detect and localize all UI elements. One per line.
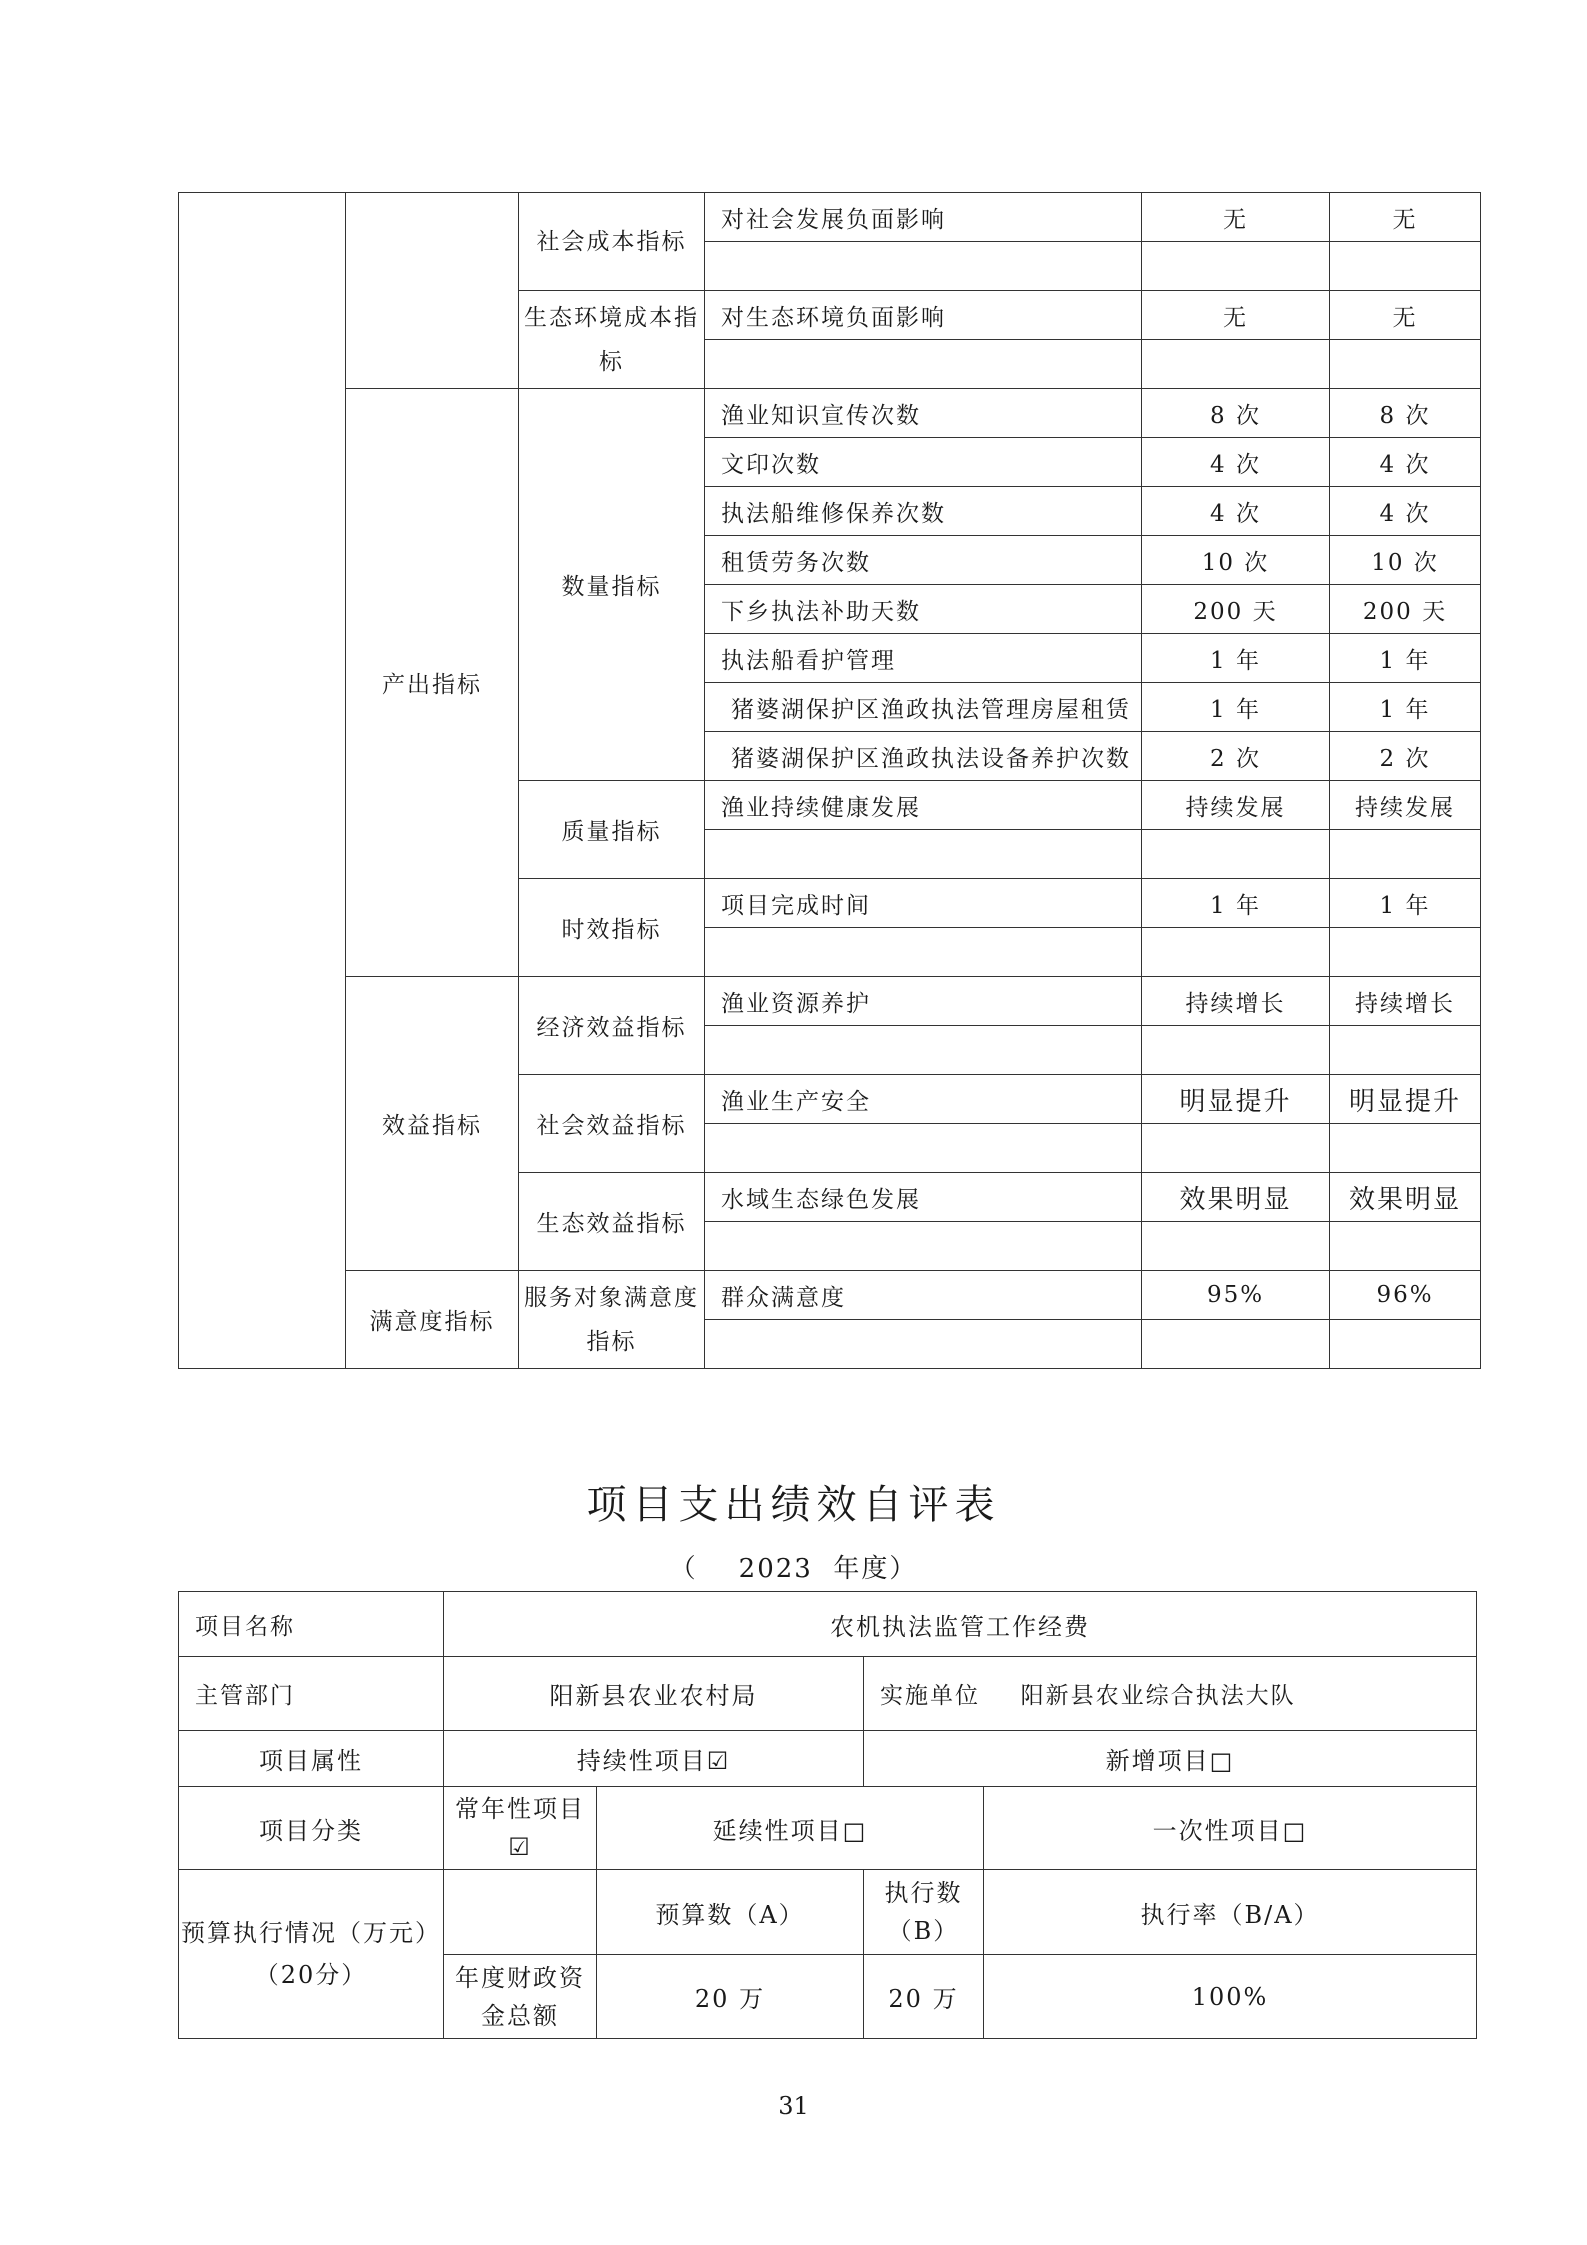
empty-cell: [1142, 1124, 1330, 1173]
empty-cell: [1142, 1026, 1330, 1075]
attr-label: 项目属性: [179, 1731, 444, 1787]
empty-cell: [1142, 340, 1330, 389]
target-cell: 持续发展: [1142, 781, 1330, 830]
empty-cell: [705, 1124, 1142, 1173]
self-evaluation-table: [178, 1591, 1477, 2039]
category-cell: 社会效益指标: [519, 1075, 705, 1173]
category-cell: 经济效益指标: [519, 977, 705, 1075]
indicator-cell: 群众满意度: [705, 1271, 1142, 1320]
indicator-cell: 渔业生产安全: [705, 1075, 1142, 1124]
empty-cell: [1330, 242, 1481, 291]
actual-cell: 1 年: [1330, 634, 1481, 683]
attr-new: 新增项目□: [864, 1731, 1477, 1787]
actual-cell: 10 次: [1330, 536, 1481, 585]
rate-header: 执行率（B/A）: [984, 1870, 1477, 1955]
empty-cell: [1142, 928, 1330, 977]
indicator-cell: 对社会发展负面影响: [705, 193, 1142, 242]
indicator-table: [178, 192, 1481, 1369]
actual-cell: 效果明显: [1330, 1173, 1481, 1222]
empty-cell: [1142, 242, 1330, 291]
indicator-cell: 对生态环境负面影响: [705, 291, 1142, 340]
indicator-cell: 租赁劳务次数: [705, 536, 1142, 585]
actual-cell: 持续增长: [1330, 977, 1481, 1026]
target-cell: 明显提升: [1142, 1075, 1330, 1124]
category-cell: 生态环境成本指标: [519, 291, 705, 389]
empty-cell: [1330, 830, 1481, 879]
indicator-cell: 执法船看护管理: [705, 634, 1142, 683]
empty-cell: [1142, 1320, 1330, 1369]
empty-cell: [1330, 1026, 1481, 1075]
empty-cell: [444, 1870, 597, 1955]
category-cell: 生态效益指标: [519, 1173, 705, 1271]
target-cell: 4 次: [1142, 487, 1330, 536]
indicator-cell: 水域生态绿色发展: [705, 1173, 1142, 1222]
actual-cell: 无: [1330, 291, 1481, 340]
target-cell: 1 年: [1142, 879, 1330, 928]
class-extended: 延续性项目□: [597, 1787, 984, 1870]
budget-header: 预算数（A）: [597, 1870, 864, 1955]
indicator-cell: 执法船维修保养次数: [705, 487, 1142, 536]
indicator-cell: 项目完成时间: [705, 879, 1142, 928]
target-cell: 4 次: [1142, 438, 1330, 487]
target-cell: 1 年: [1142, 634, 1330, 683]
indicator-cell: 渔业资源养护: [705, 977, 1142, 1026]
dept-value: 阳新县农业农村局: [444, 1657, 864, 1731]
target-cell: 2 次: [1142, 732, 1330, 781]
unit-label: 实施单位: [880, 1683, 980, 1709]
indicator-cell: 猪婆湖保护区渔政执法管理房屋租赁: [705, 683, 1142, 732]
empty-cell: [1142, 830, 1330, 879]
target-cell: 8 次: [1142, 389, 1330, 438]
empty-cell: [705, 928, 1142, 977]
actual-cell: 持续发展: [1330, 781, 1481, 830]
actual-cell: 4 次: [1330, 487, 1481, 536]
actual-cell: 96%: [1330, 1271, 1481, 1320]
indicator-cell: 下乡执法补助天数: [705, 585, 1142, 634]
empty-cell: [1330, 1222, 1481, 1271]
target-cell: 无: [1142, 291, 1330, 340]
project-name-label: 项目名称: [179, 1592, 444, 1657]
category-cell: 数量指标: [519, 389, 705, 781]
category-cell: 社会成本指标: [519, 193, 705, 291]
level2-cell: [346, 193, 519, 389]
empty-cell: [705, 830, 1142, 879]
class-label: 项目分类: [179, 1787, 444, 1870]
attr-continuous: 持续性项目☑: [444, 1731, 864, 1787]
class-onetime: 一次性项目□: [984, 1787, 1477, 1870]
empty-cell: [705, 1320, 1142, 1369]
empty-cell: [705, 1026, 1142, 1075]
actual-cell: 4 次: [1330, 438, 1481, 487]
category-cell: 时效指标: [519, 879, 705, 977]
actual-cell: 1 年: [1330, 879, 1481, 928]
indicator-cell: 渔业知识宣传次数: [705, 389, 1142, 438]
actual-cell: 1 年: [1330, 683, 1481, 732]
actual-cell: 200 天: [1330, 585, 1481, 634]
category-cell: 服务对象满意度指标: [519, 1271, 705, 1369]
page-number: 31: [778, 2092, 809, 2120]
target-cell: 200 天: [1142, 585, 1330, 634]
unit-value: 阳新县农业综合执法大队: [1020, 1683, 1296, 1709]
rate-value: 100%: [984, 1955, 1477, 2039]
class-regular: 常年性项目☑: [444, 1787, 597, 1870]
empty-cell: [1330, 1124, 1481, 1173]
target-cell: 效果明显: [1142, 1173, 1330, 1222]
target-cell: 10 次: [1142, 536, 1330, 585]
category-cell: 质量指标: [519, 781, 705, 879]
level2-cell: 产出指标: [346, 389, 519, 977]
fund-label: 年度财政资金总额: [444, 1955, 597, 2039]
year-line: （ 2023 年度）: [669, 1554, 918, 1584]
actual-cell: 无: [1330, 193, 1481, 242]
unit-cell: [864, 1657, 1477, 1731]
empty-cell: [705, 340, 1142, 389]
empty-cell: [705, 242, 1142, 291]
actual-cell: 2 次: [1330, 732, 1481, 781]
actual-cell: 明显提升: [1330, 1075, 1481, 1124]
dept-label: 主管部门: [179, 1657, 444, 1731]
target-cell: 持续增长: [1142, 977, 1330, 1026]
empty-cell: [1330, 928, 1481, 977]
indicator-cell: 猪婆湖保护区渔政执法设备养护次数: [705, 732, 1142, 781]
target-cell: 无: [1142, 193, 1330, 242]
target-cell: 95%: [1142, 1271, 1330, 1320]
level2-cell: 满意度指标: [346, 1271, 519, 1369]
empty-cell: [1330, 340, 1481, 389]
exec-value: 20 万: [864, 1955, 984, 2039]
form-title: 项目支出绩效自评表: [586, 1482, 1001, 1528]
empty-cell: [1330, 1320, 1481, 1369]
actual-cell: 8 次: [1330, 389, 1481, 438]
indicator-cell: 渔业持续健康发展: [705, 781, 1142, 830]
exec-header: 执行数（B）: [864, 1870, 984, 1955]
level1-cell: [179, 193, 346, 1369]
empty-cell: [705, 1222, 1142, 1271]
budget-label: 预算执行情况（万元） （20分）: [179, 1870, 444, 2039]
budget-value: 20 万: [597, 1955, 864, 2039]
level2-cell: 效益指标: [346, 977, 519, 1271]
empty-cell: [1142, 1222, 1330, 1271]
target-cell: 1 年: [1142, 683, 1330, 732]
project-name-value: 农机执法监管工作经费: [444, 1592, 1477, 1657]
indicator-cell: 文印次数: [705, 438, 1142, 487]
